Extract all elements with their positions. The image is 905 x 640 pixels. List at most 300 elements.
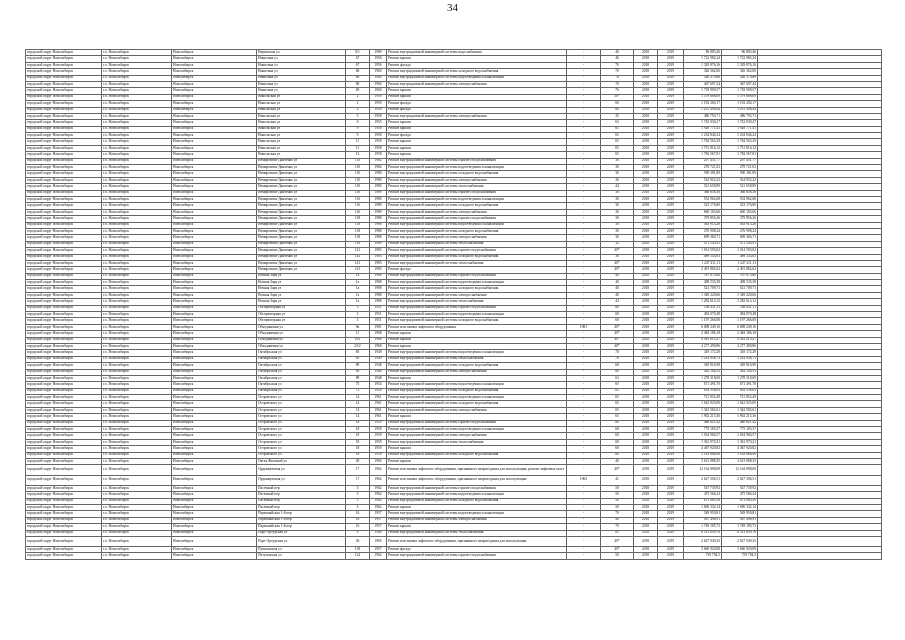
table-cell-end: 1 749 185,73 bbox=[684, 524, 722, 530]
table-cell-cost_a: 1 349 220,66 bbox=[722, 292, 758, 298]
table-cell-house: 9 bbox=[346, 126, 370, 132]
table-cell-work: Ремонт внутридомовой инженерной системы горячего водоснабжения bbox=[387, 216, 567, 222]
table-cell-district: городской округ Новосибирск bbox=[26, 492, 102, 498]
table-cell-built: 1961 bbox=[370, 407, 387, 413]
table-cell-city: Новосибирск bbox=[172, 81, 257, 87]
table-cell-work: Ремонт внутридомовой инженерной системы горячего водоснабжения bbox=[387, 248, 567, 254]
table-cell-x: - bbox=[567, 190, 601, 196]
table-cell-start: 2019 bbox=[658, 427, 684, 433]
table-cell-work: Ремонт внутридомовой инженерной системы электроснабжения bbox=[387, 81, 567, 87]
table-cell-street: Пушкинская ул bbox=[257, 547, 346, 553]
table-cell-district: городской округ Новосибирск bbox=[26, 427, 102, 433]
table-cell-end: 471 543,91 bbox=[684, 241, 722, 247]
table-cell-x: - bbox=[567, 350, 601, 356]
table-cell-from: 40* bbox=[601, 337, 634, 343]
table-cell-city: Новосибирск bbox=[172, 267, 257, 273]
table-cell-to: 2018 bbox=[634, 553, 658, 559]
table-cell-house: 118 bbox=[346, 228, 370, 234]
table-cell-start: 2019 bbox=[658, 331, 684, 337]
table-cell-built: 1958 bbox=[370, 139, 387, 145]
table-cell-end: 1 361 970,21 bbox=[684, 439, 722, 445]
table-cell-work: Ремонт внутридомовой инженерной системы горячего водоснабжения bbox=[387, 273, 567, 279]
table-cell-work: Ремонт внутридомовой инженерной системы водоотведения и канализации bbox=[387, 222, 567, 228]
table-cell-from: 50* bbox=[601, 94, 634, 100]
table-cell-street: Октябрьская ул bbox=[257, 369, 346, 375]
table-cell-end: 86 883,46 bbox=[684, 50, 722, 56]
table-cell-built: 1982 bbox=[370, 165, 387, 171]
table-cell-city: Новосибирск bbox=[172, 536, 257, 546]
table-cell-to: 2018 bbox=[634, 248, 658, 254]
table-cell-city: Новосибирск bbox=[172, 222, 257, 228]
table-cell-to: 2018 bbox=[634, 254, 658, 260]
table-cell-to: 2018 bbox=[634, 475, 658, 485]
table-cell-from: 44 bbox=[601, 184, 634, 190]
table-cell-x: - bbox=[567, 369, 601, 375]
table-cell-street: Первомайская 1-й пер bbox=[257, 524, 346, 530]
table-cell-house: 36 bbox=[346, 536, 370, 546]
table-cell-start: 2019 bbox=[658, 524, 684, 530]
table-cell-cost_a: 1 361 970,21 bbox=[722, 439, 758, 445]
table-cell-built: 1954 bbox=[370, 388, 387, 394]
table-cell-end: 486 793,71 bbox=[684, 113, 722, 119]
table-cell-locality: г.о. Новосибирск bbox=[102, 369, 172, 375]
table-cell-work: Ремонт внутридомовой инженерной системы электроснабжения bbox=[387, 517, 567, 523]
table-cell-start: 2019 bbox=[658, 190, 684, 196]
table-cell-from: 63 bbox=[601, 120, 634, 126]
table-cell-city: Новосибирск bbox=[172, 382, 257, 388]
table-cell-x: - bbox=[567, 133, 601, 139]
table-cell-end: 2 627 949,33 bbox=[684, 536, 722, 546]
table-cell-x: - bbox=[567, 139, 601, 145]
table-cell-street: Никольская ул bbox=[257, 120, 346, 126]
table-cell-work: Ремонт фасада bbox=[387, 101, 567, 107]
table-cell-end: 1 014 593,02 bbox=[684, 248, 722, 254]
table-cell-start: 2019 bbox=[658, 388, 684, 394]
table-cell-street: Обсерваторная ул bbox=[257, 312, 346, 318]
table-cell-x: - bbox=[567, 81, 601, 87]
table-cell-work: Ремонт внутридомовой инженерной системы теплоснабжения bbox=[387, 356, 567, 362]
table-cell-street: Никольская ул bbox=[257, 107, 346, 113]
table-cell-start: 2019 bbox=[658, 305, 684, 311]
table-cell-x: - bbox=[567, 511, 601, 517]
table-cell-street: Немировича-Данченко ул bbox=[257, 203, 346, 209]
table-cell-x: - bbox=[567, 414, 601, 420]
table-cell-end: 1 034 984,57 bbox=[684, 433, 722, 439]
table-cell-cost_a: 6 513 659,76 bbox=[722, 530, 758, 536]
table-cell-city: Новосибирск bbox=[172, 375, 257, 381]
table-cell-built: 1983 bbox=[370, 267, 387, 273]
table-cell-street: Островского ул bbox=[257, 446, 346, 452]
table-cell-to: 2018 bbox=[634, 196, 658, 202]
table-cell-work: Ремонт крыши bbox=[387, 504, 567, 510]
table-cell-end: 1 928 771,41 bbox=[684, 126, 722, 132]
table-cell-cost_a: 1 764 563,29 bbox=[722, 139, 758, 145]
table-cell-city: Новосибирск bbox=[172, 465, 257, 475]
table-cell-locality: г.о. Новосибирск bbox=[102, 126, 172, 132]
table-cell-city: Новосибирск bbox=[172, 75, 257, 81]
table-cell-locality: г.о. Новосибирск bbox=[102, 101, 172, 107]
table-cell-x: - bbox=[567, 433, 601, 439]
table-cell-to: 2018 bbox=[634, 420, 658, 426]
table-cell-house: 68 bbox=[346, 69, 370, 75]
table-cell-city: Новосибирск bbox=[172, 553, 257, 559]
table-cell-locality: г.о. Новосибирск bbox=[102, 536, 172, 546]
table-cell-to: 2018 bbox=[634, 139, 658, 145]
table-cell-work: Ремонт внутридомовой инженерной системы холодного водоснабжения bbox=[387, 286, 567, 292]
table-cell-cost_b bbox=[758, 465, 882, 475]
table-cell-from: 40 bbox=[601, 459, 634, 465]
table-cell-built: 1962 bbox=[370, 492, 387, 498]
table-cell-house: 19/1 bbox=[346, 337, 370, 343]
table-cell-city: Новосибирск bbox=[172, 305, 257, 311]
table-cell-cost_a: 673 065,50 bbox=[722, 498, 758, 504]
table-cell-work: Ремонт фасада bbox=[387, 133, 567, 139]
table-cell-start: 2019 bbox=[658, 184, 684, 190]
table-cell-cost_a: 6 008 249,16 bbox=[722, 324, 758, 330]
table-cell-end: 494 070,48 bbox=[684, 312, 722, 318]
table-cell-start: 2019 bbox=[658, 446, 684, 452]
table-cell-work: Ремонт внутридомовой инженерной системы горячего водоснабжения bbox=[387, 485, 567, 491]
table-cell-locality: г.о. Новосибирск bbox=[102, 81, 172, 87]
table-cell-city: Новосибирск bbox=[172, 299, 257, 305]
table-cell-to: 2018 bbox=[634, 536, 658, 546]
table-cell-x: - bbox=[567, 395, 601, 401]
table-cell-from: 61 bbox=[601, 126, 634, 132]
table-cell-end: 552 962,68 bbox=[684, 196, 722, 202]
table-cell-work: Ремонт крыши bbox=[387, 414, 567, 420]
table-cell-work: Ремонт внутридомовой инженерной системы электроснабжения bbox=[387, 235, 567, 241]
table-cell-built: 1961 bbox=[370, 401, 387, 407]
table-cell-cost_a: 2 491 882,62 bbox=[722, 267, 758, 273]
table-cell-district: городской округ Новосибирск bbox=[26, 459, 102, 465]
table-cell-house: 141 bbox=[346, 260, 370, 266]
table-cell-street: Островского ул bbox=[257, 427, 346, 433]
table-cell-start: 2019 bbox=[658, 177, 684, 183]
table-cell-street: Немировича-Данченко ул bbox=[257, 235, 346, 241]
table-cell-work: Ремонт внутридомовой инженерной системы холодного водоснабжения bbox=[387, 228, 567, 234]
table-cell-city: Новосибирск bbox=[172, 241, 257, 247]
table-cell-district: городской округ Новосибирск bbox=[26, 369, 102, 375]
table-cell-from: 60 bbox=[601, 452, 634, 458]
table-cell-built: 1965 bbox=[370, 536, 387, 546]
table-cell-district: городской округ Новосибирск bbox=[26, 337, 102, 343]
table-cell-street: Октябрьская ул bbox=[257, 356, 346, 362]
table-cell-built: 1989 bbox=[370, 50, 387, 56]
table-cell-cost_a: 2 627 506,51 bbox=[722, 475, 758, 485]
table-cell-city: Новосибирск bbox=[172, 101, 257, 107]
table-cell-street: Немировича-Данченко ул bbox=[257, 216, 346, 222]
table-cell-work: Ремонт или замена лифтового оборудования, признанного непригодным для эксплуатации, ремонт лифтовых шахт bbox=[387, 465, 567, 475]
table-cell-start: 2019 bbox=[658, 350, 684, 356]
table-cell-cost_a: 1 278 318,69 bbox=[722, 375, 758, 381]
table-cell-x: - bbox=[567, 94, 601, 100]
table-cell-built: 1960 bbox=[370, 459, 387, 465]
table-cell-end: 787 673,80 bbox=[684, 273, 722, 279]
table-cell-city: Новосибирск bbox=[172, 273, 257, 279]
table-cell-from: 60 bbox=[601, 312, 634, 318]
table-cell-x: - bbox=[567, 427, 601, 433]
table-cell-to: 2018 bbox=[634, 511, 658, 517]
table-cell-end: 475 566,24 bbox=[684, 492, 722, 498]
table-cell-x: - bbox=[567, 248, 601, 254]
table-cell-x: - bbox=[567, 517, 601, 523]
table-cell-built: 1968 bbox=[370, 331, 387, 337]
table-cell-work: Ремонт внутридомовой инженерной системы холодного водоснабжения bbox=[387, 401, 567, 407]
table-cell-district: городской округ Новосибирск bbox=[26, 120, 102, 126]
table-cell-to: 2018 bbox=[634, 517, 658, 523]
table-cell-cost_a: 787 673,80 bbox=[722, 273, 758, 279]
table-cell-x: - bbox=[567, 524, 601, 530]
table-cell-x: - bbox=[567, 113, 601, 119]
table-cell-work: Ремонт внутридомовой инженерной системы горячего водоснабжения bbox=[387, 553, 567, 559]
table-row bbox=[26, 475, 882, 485]
table-cell-house: 9 bbox=[346, 133, 370, 139]
table-cell-end: 1 163 666,96 bbox=[684, 452, 722, 458]
table-cell-locality: г.о. Новосибирск bbox=[102, 280, 172, 286]
table-cell-from: 50 bbox=[601, 504, 634, 510]
table-cell-to: 2018 bbox=[634, 414, 658, 420]
table-cell-to: 2018 bbox=[634, 305, 658, 311]
table-cell-built: 1988 bbox=[370, 228, 387, 234]
table-cell-city: Новосибирск bbox=[172, 452, 257, 458]
table-cell-city: Новосибирск bbox=[172, 356, 257, 362]
table-cell-cost_a: 1 192 204,17 bbox=[722, 101, 758, 107]
table-cell-start: 2019 bbox=[658, 536, 684, 546]
table-cell-x: - bbox=[567, 88, 601, 94]
table-cell-built: 1988 bbox=[370, 235, 387, 241]
table-cell-city: Новосибирск bbox=[172, 427, 257, 433]
table-cell-cost_a: 1 163 666,96 bbox=[722, 452, 758, 458]
table-cell-district: городской округ Новосибирск bbox=[26, 452, 102, 458]
table-cell-x: - bbox=[567, 152, 601, 158]
table-cell-street: Никитина ул bbox=[257, 81, 346, 87]
table-cell-end: 538 431,11 bbox=[684, 305, 722, 311]
table-cell-city: Новосибирск bbox=[172, 152, 257, 158]
table-cell-start: 2019 bbox=[658, 337, 684, 343]
table-cell-work: Ремонт внутридомовой инженерной системы теплоснабжения bbox=[387, 184, 567, 190]
table-cell-house: 118 bbox=[346, 547, 370, 553]
table-cell-to: 2018 bbox=[634, 203, 658, 209]
table-cell-start: 2019 bbox=[658, 139, 684, 145]
table-cell-cost_a: 363 913,26 bbox=[722, 222, 758, 228]
table-cell-to: 2018 bbox=[634, 241, 658, 247]
table-cell-street: Ночная Заря ул bbox=[257, 292, 346, 298]
table-cell-to: 2018 bbox=[634, 401, 658, 407]
table-cell-city: Новосибирск bbox=[172, 414, 257, 420]
table-cell-end: 1 197 266,08 bbox=[684, 318, 722, 324]
table-cell-start: 2019 bbox=[658, 171, 684, 177]
table-cell-cost_a: 4 561 015,27 bbox=[722, 337, 758, 343]
table-cell-street: Островского ул bbox=[257, 452, 346, 458]
table-cell-built: 1962 bbox=[370, 504, 387, 510]
table-cell-work: Ремонт крыши bbox=[387, 94, 567, 100]
table-cell-street: Никитина ул bbox=[257, 75, 346, 81]
table-cell-city: Новосибирск bbox=[172, 69, 257, 75]
table-cell-to: 2018 bbox=[634, 299, 658, 305]
table-cell-house: 110 bbox=[346, 184, 370, 190]
table-cell-district: городской округ Новосибирск bbox=[26, 126, 102, 132]
table-cell-work: Ремонт крыши bbox=[387, 343, 567, 349]
table-cell-work: Ремонт внутридомовой инженерной системы холодного водоснабжения bbox=[387, 171, 567, 177]
table-cell-start: 2019 bbox=[658, 216, 684, 222]
table-cell-start: 2019 bbox=[658, 120, 684, 126]
table-cell-work: Ремонт внутридомовой инженерной системы водоотведения и канализации bbox=[387, 511, 567, 517]
table-cell-house: 116 bbox=[346, 209, 370, 215]
table-cell-locality: г.о. Новосибирск bbox=[102, 260, 172, 266]
table-cell-cost_a: 1 247 211,11 bbox=[722, 260, 758, 266]
table-cell-locality: г.о. Новосибирск bbox=[102, 158, 172, 164]
table-cell-locality: г.о. Новосибирск bbox=[102, 228, 172, 234]
table-cell-x: - bbox=[567, 485, 601, 491]
table-cell-from: 63 bbox=[601, 375, 634, 381]
table-cell-cost_b bbox=[758, 553, 882, 559]
table-cell-from: 30 bbox=[601, 190, 634, 196]
table-cell-to: 2018 bbox=[634, 498, 658, 504]
table-cell-start: 2019 bbox=[658, 511, 684, 517]
table-cell-locality: г.о. Новосибирск bbox=[102, 547, 172, 553]
table-cell-end: 379 856,26 bbox=[684, 216, 722, 222]
table-cell-cost_a: 382 104,53 bbox=[722, 369, 758, 375]
table-cell-city: Новосибирск bbox=[172, 517, 257, 523]
table-cell-house: 3 bbox=[346, 492, 370, 498]
table-cell-house: 110 bbox=[346, 158, 370, 164]
table-cell-start: 2019 bbox=[658, 228, 684, 234]
table-cell-district: городской округ Новосибирск bbox=[26, 228, 102, 234]
table-cell-end: 4 561 015,27 bbox=[684, 337, 722, 343]
table-cell-to: 2018 bbox=[634, 524, 658, 530]
table-row bbox=[26, 553, 882, 559]
table-cell-work: Ремонт или замена лифтового оборудования, признанного непригодным для эксплуатации bbox=[387, 536, 567, 546]
table-cell-city: Новосибирск bbox=[172, 433, 257, 439]
table-cell-built: 1988 bbox=[370, 280, 387, 286]
table-cell-to: 2018 bbox=[634, 465, 658, 475]
table-cell-city: Новосибирск bbox=[172, 113, 257, 119]
table-cell-city: Новосибирск bbox=[172, 343, 257, 349]
table-cell-cost_a: 552 962,68 bbox=[722, 196, 758, 202]
table-cell-x: - bbox=[567, 184, 601, 190]
table-cell-x: - bbox=[567, 196, 601, 202]
table-cell-house: 89 bbox=[346, 363, 370, 369]
table-cell-district: городской округ Новосибирск bbox=[26, 299, 102, 305]
table-cell-cost_a: 1 696 332,14 bbox=[722, 504, 758, 510]
table-cell-cost_a: 471 543,91 bbox=[722, 241, 758, 247]
table-cell-work: Ремонт внутридомовой инженерной системы холодного водоснабжения bbox=[387, 254, 567, 260]
table-cell-district: городской округ Новосибирск bbox=[26, 273, 102, 279]
table-cell-cost_a: 480 621,42 bbox=[722, 420, 758, 426]
table-cell-house: 85 bbox=[346, 350, 370, 356]
table-cell-to: 2018 bbox=[634, 158, 658, 164]
table-cell-district: городской округ Новосибирск bbox=[26, 260, 102, 266]
table-cell-locality: г.о. Новосибирск bbox=[102, 363, 172, 369]
table-cell-x: - bbox=[567, 56, 601, 62]
table-cell-from: 70 bbox=[601, 524, 634, 530]
table-cell-locality: г.о. Новосибирск bbox=[102, 216, 172, 222]
table-cell-to: 2018 bbox=[634, 62, 658, 68]
table-cell-from: 32 bbox=[601, 241, 634, 247]
table-cell-end: 418 172,28 bbox=[684, 350, 722, 356]
table-cell-street: Немировича-Данченко ул bbox=[257, 190, 346, 196]
table-cell-street: Овсея Жилиной ул bbox=[257, 459, 346, 465]
table-cell-work: Ремонт внутридомовой инженерной системы водоотведения и канализации bbox=[387, 382, 567, 388]
table-cell-district: городской округ Новосибирск bbox=[26, 113, 102, 119]
table-cell-city: Новосибирск bbox=[172, 133, 257, 139]
table-cell-work: Ремонт внутридомовой инженерной системы электроснабжения bbox=[387, 292, 567, 298]
table-cell-start: 2019 bbox=[658, 485, 684, 491]
table-cell-district: городской округ Новосибирск bbox=[26, 267, 102, 273]
table-cell-from: 60 bbox=[601, 427, 634, 433]
table-cell-from: 40* bbox=[601, 267, 634, 273]
table-cell-built: 1959 bbox=[370, 427, 387, 433]
table-cell-to: 2018 bbox=[634, 375, 658, 381]
table-cell-district: городской округ Новосибирск bbox=[26, 536, 102, 546]
table-cell-from: 76 bbox=[601, 62, 634, 68]
table-cell-street: Никольская ул bbox=[257, 113, 346, 119]
table-cell-from: 50 bbox=[601, 485, 634, 491]
table-cell-district: городской округ Новосибирск bbox=[26, 407, 102, 413]
table-cell-street: Никольская ул bbox=[257, 94, 346, 100]
table-cell-street: Первомайская 1-й пер bbox=[257, 511, 346, 517]
table-cell-house: 1а bbox=[346, 292, 370, 298]
table-cell-work: Ремонт внутридомовой инженерной системы теплоснабжения bbox=[387, 260, 567, 266]
table-cell-start: 2019 bbox=[658, 395, 684, 401]
table-cell-house: 16 bbox=[346, 517, 370, 523]
table-cell-street: Никольская ул bbox=[257, 139, 346, 145]
table-cell-start: 2019 bbox=[658, 267, 684, 273]
table-cell-end: 2 491 882,62 bbox=[684, 267, 722, 273]
table-cell-from: 70 bbox=[601, 356, 634, 362]
table-cell-start: 2019 bbox=[658, 452, 684, 458]
table-cell-x: - bbox=[567, 305, 601, 311]
table-cell-city: Новосибирск bbox=[172, 260, 257, 266]
table-cell-start: 2019 bbox=[658, 286, 684, 292]
table-cell-x: - bbox=[567, 145, 601, 151]
table-cell-street: Островского ул bbox=[257, 407, 346, 413]
table-cell-start: 2019 bbox=[658, 475, 684, 485]
table-cell-built: 1962 bbox=[370, 475, 387, 485]
table-cell-work: Ремонт крыши bbox=[387, 88, 567, 94]
table-cell-from: 65 bbox=[601, 395, 634, 401]
table-cell-street: Островского ул bbox=[257, 395, 346, 401]
table-cell-to: 2018 bbox=[634, 292, 658, 298]
table-cell-work: Ремонт крыши bbox=[387, 459, 567, 465]
table-cell-built: 1961 bbox=[370, 395, 387, 401]
table-cell-end: 6 513 659,76 bbox=[684, 530, 722, 536]
table-cell-city: Новосибирск bbox=[172, 331, 257, 337]
table-cell-work: Ремонт крыши bbox=[387, 152, 567, 158]
table-cell-work: Ремонт внутридомовой инженерной системы электроснабжения bbox=[387, 177, 567, 183]
table-cell-house: 30 bbox=[346, 459, 370, 465]
table-cell-city: Новосибирск bbox=[172, 485, 257, 491]
table-cell-cost_a: 1 782 567,81 bbox=[722, 152, 758, 158]
table-cell-built: 1960 bbox=[370, 69, 387, 75]
table-cell-end: 759 794,5 bbox=[684, 553, 722, 559]
table-cell-city: Новосибирск bbox=[172, 446, 257, 452]
table-cell-built: 1968 bbox=[370, 343, 387, 349]
table-cell-start: 2019 bbox=[658, 50, 684, 56]
table-cell-cost_a: 1 197 266,08 bbox=[722, 318, 758, 324]
table-cell-cost_a: 2 484 186,18 bbox=[722, 331, 758, 337]
table-cell-district: городской округ Новосибирск bbox=[26, 177, 102, 183]
table-cell-x: - bbox=[567, 459, 601, 465]
table-cell-cost_a: 1 014 593,02 bbox=[722, 248, 758, 254]
table-cell-district: городской округ Новосибирск bbox=[26, 184, 102, 190]
table-cell-built: 1951 bbox=[370, 305, 387, 311]
table-cell-cost_a: 3 613 088,35 bbox=[722, 459, 758, 465]
table-cell-built: 1959 bbox=[370, 107, 387, 113]
table-cell-house: 14 bbox=[346, 407, 370, 413]
table-cell-district: городской округ Новосибирск bbox=[26, 62, 102, 68]
table-cell-start: 2019 bbox=[658, 126, 684, 132]
